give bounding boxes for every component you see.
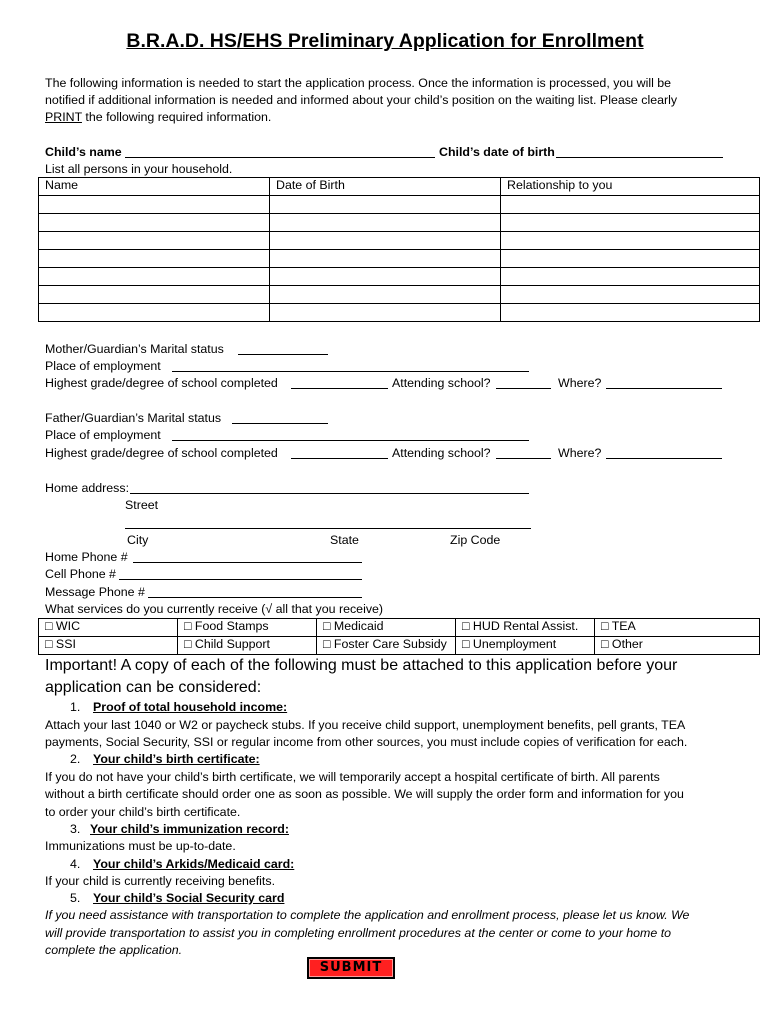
mother-marital-field[interactable] xyxy=(238,342,328,355)
item-2-line-2: without a birth certificate should order one as soon as possible. We will supply the order form and information for you xyxy=(45,787,684,801)
father-grade-field[interactable] xyxy=(291,446,388,459)
father-employment-field[interactable] xyxy=(172,428,529,441)
household-cell[interactable] xyxy=(270,214,501,232)
service-ssi-checkbox[interactable]: □ SSI xyxy=(39,637,178,655)
page-title: B.R.A.D. HS/EHS Preliminary Application for Enrollment xyxy=(126,30,644,52)
important-line-1: Important! A copy of each of the following must be attached to this application before your xyxy=(45,657,678,674)
item-2-heading: Your child’s birth certificate: xyxy=(93,752,260,766)
household-cell[interactable] xyxy=(39,304,270,322)
item-3-number: 3. xyxy=(70,822,81,836)
father-where-field[interactable] xyxy=(606,446,722,459)
household-cell[interactable] xyxy=(39,268,270,286)
household-cell[interactable] xyxy=(501,268,760,286)
child-name-field[interactable] xyxy=(125,145,435,158)
mother-attending-label: Attending school? xyxy=(392,376,491,390)
intro-line-1: The following information is needed to start the application process. Once the information is processed, you will be xyxy=(45,76,672,90)
home-phone-label: Home Phone # xyxy=(45,550,128,564)
service-other-checkbox[interactable]: □ Other xyxy=(595,637,760,655)
father-attending-label: Attending school? xyxy=(392,446,491,460)
service-tea-checkbox[interactable]: □ TEA xyxy=(595,619,760,637)
item-1-line-2: payments, Social Security, SSI or regular income from other sources, you must include copies of verification for each. xyxy=(45,735,688,749)
service-child-support-checkbox[interactable]: □ Child Support xyxy=(178,637,317,655)
table-row xyxy=(39,232,760,250)
household-cell[interactable] xyxy=(270,250,501,268)
mother-where-field[interactable] xyxy=(606,376,722,389)
home-address-label: Home address: xyxy=(45,481,130,495)
mother-grade-field[interactable] xyxy=(291,376,388,389)
table-row xyxy=(39,268,760,286)
city-caption: City xyxy=(127,533,149,547)
item-1-heading: Proof of total household income: xyxy=(93,700,288,714)
item-4-number: 4. xyxy=(70,857,81,871)
service-medicaid-checkbox[interactable]: □ Medicaid xyxy=(317,619,456,637)
household-cell[interactable] xyxy=(270,196,501,214)
household-cell[interactable] xyxy=(501,196,760,214)
cell-phone-label: Cell Phone # xyxy=(45,567,116,581)
table-row xyxy=(39,286,760,304)
father-grade-label: Highest grade/degree of school completed xyxy=(45,446,278,460)
item-3-line-1: Immunizations must be up-to-date. xyxy=(45,839,236,853)
service-wic-checkbox[interactable]: □ WIC xyxy=(39,619,178,637)
zip-caption: Zip Code xyxy=(450,533,501,547)
mother-marital-label: Mother/Guardian’s Marital status xyxy=(45,342,224,356)
item-1-line-1: Attach your last 1040 or W2 or paycheck stubs. If you receive child support, unemployment benefits, pell grants, TEA xyxy=(45,718,686,732)
services-label: What services do you currently receive (√ all that you receive) xyxy=(45,602,384,616)
street-caption: Street xyxy=(125,498,159,512)
item-2-number: 2. xyxy=(70,752,81,766)
household-cell[interactable] xyxy=(501,232,760,250)
father-marital-label: Father/Guardian’s Marital status xyxy=(45,411,222,425)
cell-phone-field[interactable] xyxy=(119,567,362,580)
item-2-line-1: If you do not have your child’s birth certificate, we will temporarily accept a hospital certificate of birth. All parents xyxy=(45,770,660,784)
services-table xyxy=(38,618,760,655)
item-4-line-1: If your child is currently receiving benefits. xyxy=(45,874,276,888)
message-phone-label: Message Phone # xyxy=(45,585,145,599)
item-1-number: 1. xyxy=(70,700,81,714)
item-4-heading: Your child’s Arkids/Medicaid card: xyxy=(93,857,295,871)
mother-attending-field[interactable] xyxy=(496,376,551,389)
mother-grade-label: Highest grade/degree of school completed xyxy=(45,376,278,390)
closing-line-3: complete the application. xyxy=(45,943,183,957)
table-row xyxy=(39,250,760,268)
household-cell[interactable] xyxy=(501,214,760,232)
household-cell[interactable] xyxy=(501,250,760,268)
table-row xyxy=(39,304,760,322)
household-table xyxy=(38,177,760,322)
child-dob-field[interactable] xyxy=(556,145,723,158)
submit-button[interactable]: SUBMIT xyxy=(307,957,395,979)
household-header-name: Name xyxy=(39,178,270,196)
household-cell[interactable] xyxy=(39,286,270,304)
item-5-heading: Your child’s Social Security card xyxy=(93,891,285,905)
item-5-number: 5. xyxy=(70,891,81,905)
state-caption: State xyxy=(330,533,359,547)
intro-line-3 xyxy=(45,110,271,124)
father-attending-field[interactable] xyxy=(496,446,551,459)
household-cell[interactable] xyxy=(501,286,760,304)
father-employment-label: Place of employment xyxy=(45,428,161,442)
closing-line-1: If you need assistance with transportation to complete the application and enrollment process, please let us know. We xyxy=(45,908,690,922)
intro-line-3-rest: the following required information. xyxy=(81,110,272,124)
household-cell[interactable] xyxy=(270,232,501,250)
household-cell[interactable] xyxy=(39,214,270,232)
household-list-label: List all persons in your household. xyxy=(45,162,233,176)
table-row xyxy=(39,196,760,214)
father-where-label: Where? xyxy=(558,446,602,460)
mother-employment-field[interactable] xyxy=(172,359,529,372)
street-field[interactable] xyxy=(130,481,529,494)
household-cell[interactable] xyxy=(39,250,270,268)
service-foster-care-checkbox[interactable]: □ Foster Care Subsidy xyxy=(317,637,456,655)
household-header-relationship: Relationship to you xyxy=(501,178,760,196)
table-row xyxy=(39,214,760,232)
mother-where-label: Where? xyxy=(558,376,602,390)
household-cell[interactable] xyxy=(270,304,501,322)
message-phone-field[interactable] xyxy=(148,585,362,598)
service-hud-checkbox[interactable]: □ HUD Rental Assist. xyxy=(456,619,595,637)
home-phone-field[interactable] xyxy=(133,550,362,563)
child-dob-label: Child’s date of birth xyxy=(439,145,555,159)
service-food-stamps-checkbox[interactable]: □ Food Stamps xyxy=(178,619,317,637)
household-cell[interactable] xyxy=(39,232,270,250)
intro-line-2: notified if additional information is needed and informed about your child’s position on the waiting list. Please clearly xyxy=(45,93,678,107)
household-cell[interactable] xyxy=(270,286,501,304)
item-2-line-3: to order your child’s birth certificate. xyxy=(45,805,241,819)
service-unemployment-checkbox[interactable]: □ Unemployment xyxy=(456,637,595,655)
child-name-label: Child’s name xyxy=(45,145,122,159)
household-cell[interactable] xyxy=(501,304,760,322)
household-cell[interactable] xyxy=(270,268,501,286)
mother-employment-label: Place of employment xyxy=(45,359,161,373)
important-line-2: application can be considered: xyxy=(45,679,262,696)
city-state-zip-field[interactable] xyxy=(125,516,531,529)
household-cell[interactable] xyxy=(39,196,270,214)
household-header-dob: Date of Birth xyxy=(270,178,501,196)
father-marital-field[interactable] xyxy=(232,411,328,424)
closing-line-2: will provide transportation to assist you in completing enrollment procedures at the center or come to your home to xyxy=(45,926,672,940)
item-3-heading: Your child’s immunization record: xyxy=(90,822,289,836)
print-word: PRINT xyxy=(45,110,82,124)
